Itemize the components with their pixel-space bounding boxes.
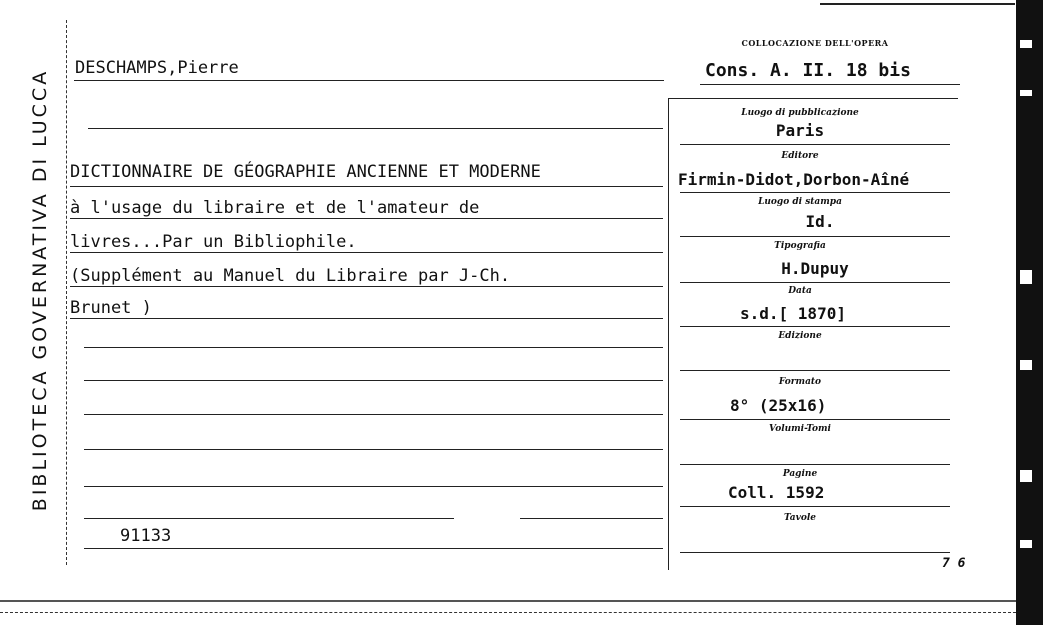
field-format-value: 8° (25x16) (730, 396, 827, 415)
field-edition-rule (680, 370, 950, 371)
scan-edge-bar (1016, 0, 1043, 625)
field-pages-value: Coll. 1592 (728, 483, 825, 502)
field-place-rule (680, 144, 950, 145)
field-format-label: Formato (778, 377, 822, 387)
field-format-rule (680, 419, 950, 420)
bottom-edge-dash (0, 612, 1016, 613)
field-date-rule (680, 326, 950, 327)
field-date-label: Data (788, 286, 812, 296)
field-plates-label: Tavole (783, 513, 817, 523)
blank-rule-1 (84, 347, 663, 348)
field-print-place-rule (680, 236, 950, 237)
collocation-label: COLLOCAZIONE DELL'OPERA (741, 38, 889, 48)
field-publisher-value: Firmin-Didot,Dorbon-Aîné (678, 170, 910, 189)
title-line-2: à l'usage du libraire et de l'amateur de (70, 198, 480, 218)
field-printer-label: Tipografia (774, 241, 826, 251)
top-edge-line (820, 3, 1015, 5)
bottom-edge-line (0, 600, 1016, 602)
title-line-3: livres...Par un Bibliophile. (70, 232, 357, 252)
title-rule-2 (70, 218, 663, 219)
field-plates-rule (680, 552, 950, 553)
library-name: BIBLIOTECA GOVERNATIVA DI LUCCA (29, 68, 51, 512)
title-rule-4 (70, 286, 663, 287)
author-rule (74, 80, 664, 81)
field-place-label: Luogo di pubblicazione (741, 108, 859, 118)
field-volumes-rule (680, 464, 950, 465)
field-printer-value: H.Dupuy (781, 259, 849, 278)
column-divider (668, 98, 669, 570)
title-rule-1 (70, 186, 663, 187)
left-margin-line (66, 20, 67, 565)
field-place-value: Paris (775, 121, 825, 140)
collocation-value: Cons. A. II. 18 bis (705, 60, 911, 81)
field-date-value: s.d.[ 1870] (740, 304, 846, 323)
inventory-rule (84, 548, 663, 549)
title-top-rule (88, 128, 663, 129)
blank-rule-6b (520, 518, 663, 519)
title-line-1: DICTIONNAIRE DE GÉOGRAPHIE ANCIENNE ET MODERNE (70, 162, 541, 182)
library-name-vertical (22, 15, 58, 565)
field-print-place-label: Luogo di stampa (758, 197, 842, 207)
field-print-place-value: Id. (805, 212, 835, 231)
collocation-rule (700, 84, 960, 85)
field-edition-label: Edizione (778, 331, 822, 341)
field-publisher-rule (680, 192, 950, 193)
field-printer-rule (680, 282, 950, 283)
blank-rule-5 (84, 486, 663, 487)
title-line-5: Brunet ) (70, 298, 152, 318)
corner-mark: 7 6 (942, 556, 966, 571)
field-volumes-label: Volumi-Tomi (769, 424, 831, 434)
author-name: DESCHAMPS,Pierre (75, 58, 239, 78)
field-pages-label: Pagine (782, 469, 818, 479)
blank-rule-4 (84, 449, 663, 450)
blank-rule-6 (84, 518, 454, 519)
title-rule-3 (70, 252, 663, 253)
blank-rule-2 (84, 380, 663, 381)
inventory-number: 91133 (120, 526, 172, 546)
field-pages-rule (680, 506, 950, 507)
blank-rule-3 (84, 414, 663, 415)
title-line-4: (Supplément au Manuel du Libraire par J-Ch. (70, 266, 511, 286)
title-rule-5 (70, 318, 663, 319)
right-box-top (668, 98, 958, 99)
field-publisher-label: Editore (781, 151, 819, 161)
